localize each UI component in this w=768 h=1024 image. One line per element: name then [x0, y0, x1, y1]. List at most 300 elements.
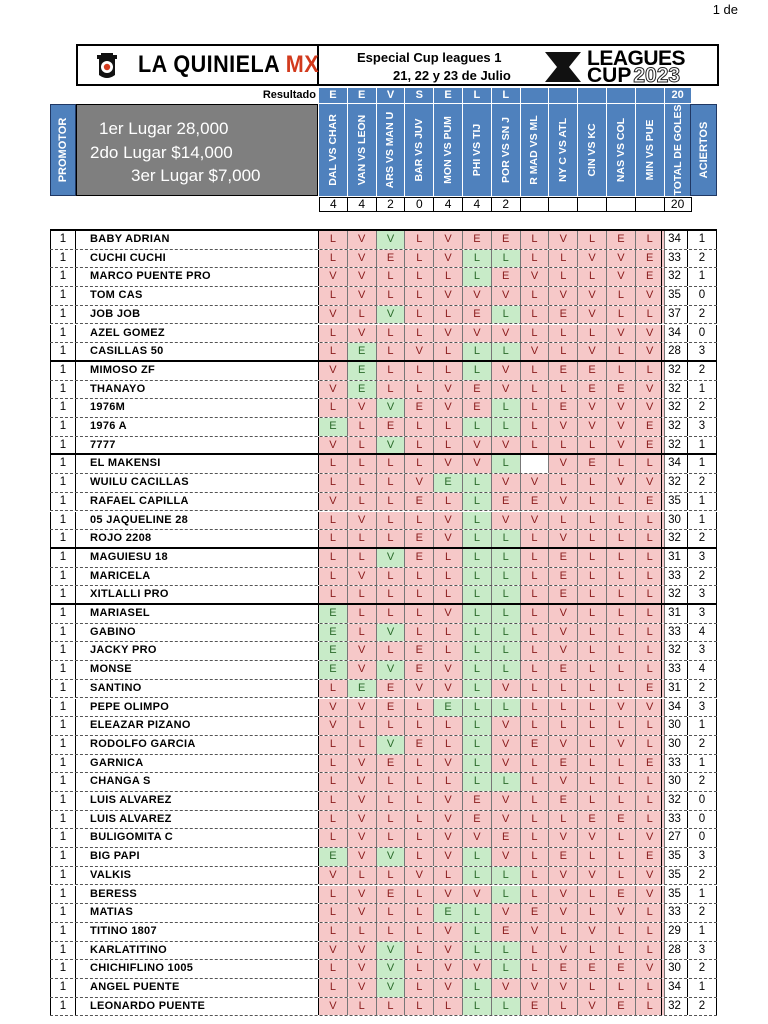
pick-cell: V [434, 250, 463, 268]
pick-cell: L [348, 549, 377, 567]
participant-name: MATIAS [76, 904, 319, 922]
pick-cell: E [549, 362, 578, 380]
goals-cell [578, 197, 607, 212]
pick-cell: E [521, 736, 550, 754]
pick-cell: L [405, 381, 434, 399]
pick-cell: E [348, 680, 377, 698]
pick-cell: E [377, 680, 406, 698]
goals-total-cell: 35 [661, 493, 688, 511]
pick-cell: V [319, 381, 348, 399]
pick-cell: L [405, 848, 434, 866]
promotor-cell: 1 [50, 268, 76, 286]
pick-cell: E [377, 755, 406, 773]
pick-cell: V [348, 904, 377, 922]
pick-cell: V [348, 848, 377, 866]
pick-cell: L [607, 493, 636, 511]
pick-cell: L [319, 923, 348, 941]
promotor-cell: 1 [50, 886, 76, 904]
pick-cell: L [434, 343, 463, 360]
goals-total-cell: 33 [661, 755, 688, 773]
aciertos-cell: 2 [688, 530, 717, 547]
pick-cell: L [578, 512, 607, 530]
participant-row [50, 530, 717, 549]
pick-cell: L [463, 343, 492, 360]
pick-cell: L [521, 755, 550, 773]
participant-row [50, 231, 717, 250]
pick-cell: E [549, 568, 578, 586]
goals-cell [549, 197, 578, 212]
pick-cell: L [405, 755, 434, 773]
pick-cell: L [377, 811, 406, 829]
pick-cell: L [319, 474, 348, 492]
pick-cell: V [319, 362, 348, 380]
participant-row [50, 680, 717, 699]
aciertos-cell: 1 [688, 381, 717, 399]
pick-cell: L [405, 811, 434, 829]
pick-cell: V [492, 736, 521, 754]
pick-cell: V [434, 848, 463, 866]
match-header: POR VS SN J [492, 104, 521, 196]
pick-cell: L [607, 867, 636, 885]
aciertos-cell: 3 [688, 549, 717, 567]
quiniela-ball-icon [94, 51, 120, 81]
prize-first: 1er Lugar 28,000 [99, 119, 229, 138]
pick-cell: V [549, 642, 578, 660]
pick-cell: L [578, 624, 607, 642]
pick-cell: V [549, 605, 578, 623]
pick-cell: L [607, 605, 636, 623]
pick-cell: E [319, 418, 348, 436]
pick-cell: V [492, 437, 521, 454]
pick-cell: E [377, 886, 406, 904]
pick-cell: E [549, 549, 578, 567]
pick-cell: V [549, 530, 578, 547]
pick-cell: L [405, 624, 434, 642]
match-header: BAR VS JUV [405, 104, 434, 196]
pick-cell: V [607, 325, 636, 343]
pick-cell: V [434, 811, 463, 829]
pick-cell: L [463, 530, 492, 547]
pick-cell: L [377, 325, 406, 343]
pick-cell: V [434, 923, 463, 941]
participant-name: BULIGOMITA C [76, 829, 319, 847]
pick-cell: L [463, 680, 492, 698]
total-goles-header: TOTAL DE GOLES [665, 104, 692, 196]
pick-cell: L [348, 998, 377, 1016]
pick-cell: L [636, 605, 665, 623]
participant-name: BIG PAPI [76, 848, 319, 866]
aciertos-cell: 1 [688, 886, 717, 904]
goals-total-cell: 32 [661, 362, 688, 380]
pick-cell: V [492, 904, 521, 922]
pick-cell: L [377, 642, 406, 660]
pick-cell: L [549, 717, 578, 735]
goals-total-cell: 33 [661, 661, 688, 679]
goals-total-cell: 27 [661, 829, 688, 847]
pick-cell: V [492, 848, 521, 866]
goals-total-cell: 29 [661, 923, 688, 941]
event-header [319, 44, 719, 86]
pick-cell: V [521, 474, 550, 492]
match-header: ARS VS MAN U [377, 104, 406, 196]
pick-cell: L [492, 942, 521, 960]
pick-cell: L [348, 493, 377, 511]
pick-cell: L [549, 325, 578, 343]
promotor-cell: 1 [50, 811, 76, 829]
goals-total-cell: 34 [661, 455, 688, 473]
pick-cell: V [377, 399, 406, 417]
pick-cell: L [319, 886, 348, 904]
pick-cell: L [607, 568, 636, 586]
pick-cell: L [405, 792, 434, 810]
goals-total-cell: 30 [661, 736, 688, 754]
goals-total-cell: 32 [661, 418, 688, 436]
pick-cell: L [578, 717, 607, 735]
pick-cell: V [434, 530, 463, 547]
participant-row [50, 605, 717, 624]
pick-cell: L [463, 586, 492, 603]
pick-cell: L [636, 811, 665, 829]
pick-cell: L [405, 437, 434, 454]
pick-cell: L [636, 568, 665, 586]
pick-cell: L [549, 343, 578, 360]
goals-total-cell: 28 [661, 942, 688, 960]
goals-total-cell: 34 [661, 699, 688, 717]
pick-cell: L [636, 792, 665, 810]
participant-name: ELEAZAR PIZANO [76, 717, 319, 735]
pick-cell: E [492, 268, 521, 286]
promotor-cell: 1 [50, 455, 76, 473]
participant-row [50, 998, 717, 1017]
pick-cell: L [578, 231, 607, 249]
pick-cell: L [463, 624, 492, 642]
pick-cell: L [521, 568, 550, 586]
pick-cell: V [636, 829, 665, 847]
pick-cell: L [319, 680, 348, 698]
pick-cell: L [492, 661, 521, 679]
participant-row [50, 418, 717, 437]
pick-cell: L [607, 923, 636, 941]
pick-cell: E [463, 231, 492, 249]
pick-cell: E [549, 755, 578, 773]
pick-cell: V [549, 829, 578, 847]
pick-cell: V [578, 829, 607, 847]
aciertos-cell: 0 [688, 829, 717, 847]
pick-cell: L [377, 530, 406, 547]
aciertos-cell: 2 [688, 250, 717, 268]
promotor-cell: 1 [50, 699, 76, 717]
participant-row [50, 867, 717, 886]
pick-cell: V [405, 343, 434, 360]
promotor-cell: 1 [50, 586, 76, 603]
pick-cell: L [405, 287, 434, 305]
pick-cell: L [348, 605, 377, 623]
match-header: NY C VS ATL [549, 104, 578, 196]
pick-cell: L [578, 736, 607, 754]
pick-cell: L [636, 642, 665, 660]
pick-cell: E [521, 904, 550, 922]
pick-cell: V [463, 960, 492, 978]
promotor-cell: 1 [50, 773, 76, 791]
participant-name: JOB JOB [76, 306, 319, 324]
pick-cell: V [434, 755, 463, 773]
pick-cell: V [319, 268, 348, 286]
pick-cell: V [348, 250, 377, 268]
pick-cell: L [492, 998, 521, 1016]
pick-cell: L [521, 306, 550, 324]
pick-cell: L [636, 549, 665, 567]
pick-cell: L [636, 624, 665, 642]
pick-cell: V [348, 755, 377, 773]
pick-cell: L [492, 773, 521, 791]
pick-cell: L [607, 942, 636, 960]
promotor-cell: 1 [50, 717, 76, 735]
participant-row [50, 287, 717, 306]
pick-cell: L [463, 773, 492, 791]
participant-name: MARCO PUENTE PRO [76, 268, 319, 286]
pick-cell: L [607, 661, 636, 679]
pick-cell: L [319, 549, 348, 567]
promotor-cell: 1 [50, 960, 76, 978]
pick-cell: L [578, 268, 607, 286]
participant-row [50, 717, 717, 736]
quiniela-logo [76, 44, 319, 86]
pick-cell: L [521, 605, 550, 623]
pick-cell: V [607, 268, 636, 286]
participant-row [50, 736, 717, 755]
pick-cell: V [348, 268, 377, 286]
participant-row [50, 306, 717, 325]
participant-row [50, 886, 717, 905]
pick-cell: V [636, 474, 665, 492]
pick-cell: L [607, 455, 636, 473]
participant-row [50, 829, 717, 848]
goals-cell [607, 197, 636, 212]
pick-cell: L [405, 829, 434, 847]
pick-cell: L [521, 848, 550, 866]
pick-cell: L [405, 979, 434, 997]
pick-cell: L [578, 325, 607, 343]
pick-cell: V [348, 512, 377, 530]
aciertos-cell: 1 [688, 437, 717, 454]
pick-cell: L [636, 661, 665, 679]
pick-cell: L [405, 923, 434, 941]
pick-cell: L [377, 268, 406, 286]
pick-cell: V [578, 250, 607, 268]
pick-cell: L [377, 493, 406, 511]
pick-cell: L [521, 811, 550, 829]
pick-cell: L [377, 923, 406, 941]
goals-total-cell: 32 [661, 268, 688, 286]
pick-cell: L [463, 755, 492, 773]
pick-cell: L [521, 418, 550, 436]
pick-cell: V [377, 942, 406, 960]
pick-cell: E [607, 886, 636, 904]
goals-total-cell: 31 [661, 549, 688, 567]
promotor-cell: 1 [50, 549, 76, 567]
pick-cell: L [521, 942, 550, 960]
pick-cell: L [636, 586, 665, 603]
pick-cell: V [348, 942, 377, 960]
pick-cell: L [405, 306, 434, 324]
promotor-cell: 1 [50, 755, 76, 773]
pick-cell: V [434, 381, 463, 399]
pick-cell: V [463, 886, 492, 904]
page-number: 1 de [712, 2, 738, 17]
pick-cell: E [405, 736, 434, 754]
participant-row [50, 904, 717, 923]
aciertos-cell: 3 [688, 605, 717, 623]
pick-cell: L [405, 250, 434, 268]
pick-cell: L [377, 287, 406, 305]
promotor-cell: 1 [50, 362, 76, 380]
pick-cell: E [607, 960, 636, 978]
pick-cell: L [492, 699, 521, 717]
pick-cell: L [607, 792, 636, 810]
participant-name: RODOLFO GARCIA [76, 736, 319, 754]
pick-cell: V [434, 455, 463, 473]
pick-cell: E [405, 661, 434, 679]
pick-cell: E [549, 661, 578, 679]
pick-cell: L [319, 904, 348, 922]
pick-cell: L [377, 792, 406, 810]
resultado-cell: L [463, 88, 492, 103]
pick-cell: L [636, 773, 665, 791]
pick-cell: L [319, 455, 348, 473]
pick-cell: L [463, 661, 492, 679]
pick-cell: L [405, 942, 434, 960]
pick-cell: L [607, 773, 636, 791]
pick-cell: E [636, 755, 665, 773]
pick-cell: E [377, 699, 406, 717]
pick-cell: L [348, 586, 377, 603]
pick-cell: L [549, 474, 578, 492]
participant-name: 1976 A [76, 418, 319, 436]
promotor-cell: 1 [50, 530, 76, 547]
pick-cell: L [377, 343, 406, 360]
pick-cell: V [521, 512, 550, 530]
pick-cell: L [463, 848, 492, 866]
pick-cell: L [578, 848, 607, 866]
participant-row [50, 811, 717, 830]
pick-cell: L [521, 624, 550, 642]
pick-cell: L [377, 904, 406, 922]
pick-cell: V [377, 231, 406, 249]
event-title: Especial Cup leagues 1 [357, 50, 502, 65]
promotor-cell: 1 [50, 680, 76, 698]
participant-name: TOM CAS [76, 287, 319, 305]
pick-cell: V [607, 736, 636, 754]
pick-cell: L [578, 942, 607, 960]
goals-cell: 4 [434, 197, 463, 212]
pick-cell: L [348, 717, 377, 735]
pick-cell: V [607, 399, 636, 417]
pick-cell: V [434, 886, 463, 904]
participants-table [50, 229, 717, 1012]
pick-cell: E [636, 680, 665, 698]
pick-cell: E [319, 642, 348, 660]
pick-cell: L [463, 998, 492, 1016]
pick-cell: V [549, 942, 578, 960]
pick-cell: V [492, 325, 521, 343]
goals-total-cell: 31 [661, 680, 688, 698]
pick-cell: L [319, 811, 348, 829]
pick-cell: L [578, 605, 607, 623]
promotor-cell: 1 [50, 829, 76, 847]
pick-cell: L [463, 568, 492, 586]
goals-total-cell: 35 [661, 886, 688, 904]
pick-cell: L [492, 530, 521, 547]
aciertos-cell: 1 [688, 268, 717, 286]
aciertos-cell: 4 [688, 624, 717, 642]
pick-cell: E [463, 792, 492, 810]
participant-name: BERESS [76, 886, 319, 904]
resultado-cell: E [348, 88, 377, 103]
aciertos-cell: 2 [688, 680, 717, 698]
participant-name: MARICELA [76, 568, 319, 586]
pick-cell: E [578, 381, 607, 399]
pick-cell: L [578, 642, 607, 660]
aciertos-cell: 2 [688, 568, 717, 586]
participant-name: CHANGA S [76, 773, 319, 791]
participant-name: CUCHI CUCHI [76, 250, 319, 268]
participant-name: GARNICA [76, 755, 319, 773]
pick-cell: L [319, 250, 348, 268]
pick-cell: L [377, 568, 406, 586]
goals-total: 20 [665, 197, 692, 212]
pick-cell: L [405, 904, 434, 922]
goals-cell [521, 197, 550, 212]
pick-cell: L [377, 998, 406, 1016]
participant-name: LUIS ALVAREZ [76, 811, 319, 829]
goals-total-cell: 35 [661, 848, 688, 866]
pick-cell: E [607, 811, 636, 829]
aciertos-cell: 1 [688, 755, 717, 773]
aciertos-cell: 0 [688, 811, 717, 829]
participant-name: SANTINO [76, 680, 319, 698]
pick-cell: V [636, 699, 665, 717]
aciertos-cell: 2 [688, 474, 717, 492]
pick-cell: L [636, 923, 665, 941]
pick-cell: V [377, 624, 406, 642]
pick-cell: L [463, 362, 492, 380]
promotor-cell: 1 [50, 979, 76, 997]
participant-row [50, 455, 717, 474]
resultado-cell: V [377, 88, 406, 103]
pick-cell: L [549, 923, 578, 941]
participant-row [50, 661, 717, 680]
pick-cell: V [434, 399, 463, 417]
participant-name: JACKY PRO [76, 642, 319, 660]
match-header: PHI VS TIJ [463, 104, 492, 196]
pick-cell: V [348, 325, 377, 343]
goals-cell: 2 [492, 197, 521, 212]
pick-cell: L [549, 680, 578, 698]
pick-cell: L [607, 717, 636, 735]
pick-cell: L [319, 343, 348, 360]
pick-cell: L [607, 287, 636, 305]
logo-wordmark: LA QUINIELA MX [138, 51, 320, 78]
pick-cell: L [578, 661, 607, 679]
participant-name: VALKIS [76, 867, 319, 885]
participant-name: MONSE [76, 661, 319, 679]
pick-cell: L [434, 773, 463, 791]
pick-cell: L [492, 549, 521, 567]
aciertos-cell: 1 [688, 923, 717, 941]
pick-cell: L [348, 306, 377, 324]
pick-cell: V [636, 325, 665, 343]
pick-cell: L [521, 886, 550, 904]
